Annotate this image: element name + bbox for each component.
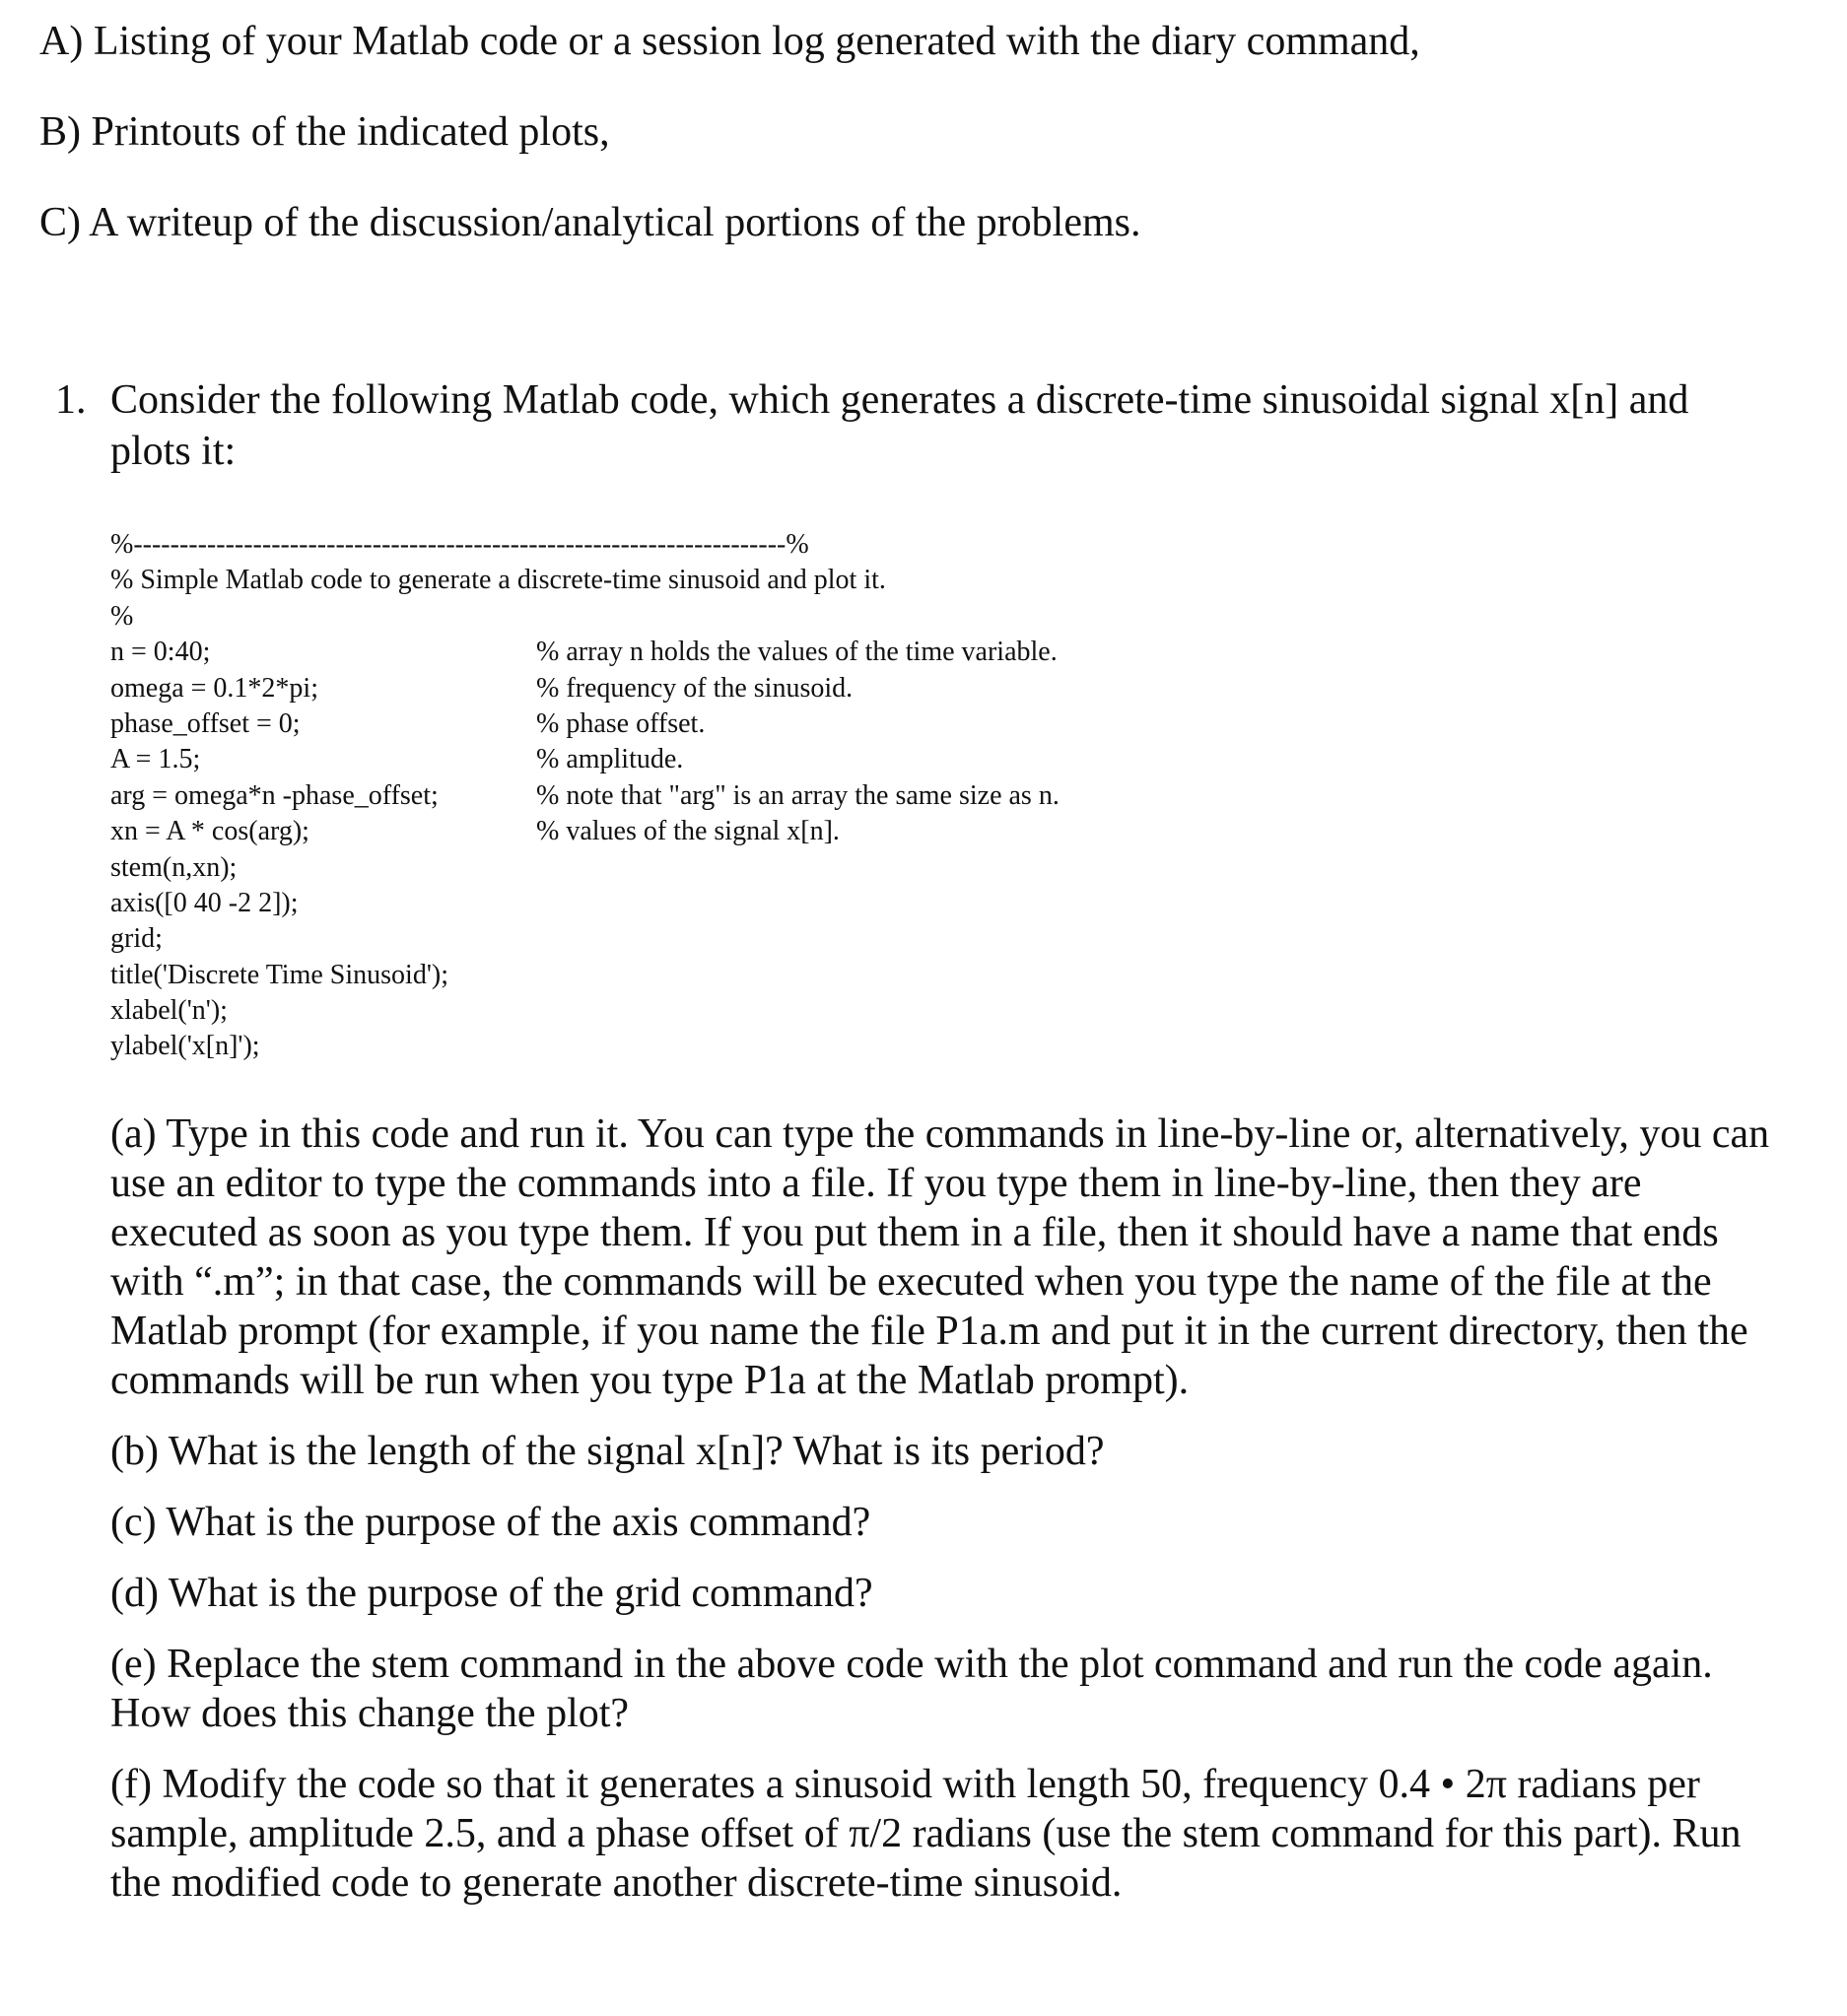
- code-line: [110, 850, 1195, 886]
- code-line: [110, 1029, 1195, 1064]
- part-e: (e) Replace the stem command in the above code with the plot command and run the code again. How does this change the plot?: [110, 1642, 1713, 1736]
- code-header-end: %: [110, 600, 134, 632]
- code-line: [110, 958, 1195, 993]
- code-comment: % phase offset.: [536, 707, 706, 739]
- code-statement: grid;: [110, 923, 163, 955]
- problem-intro-line2: plots it:: [110, 429, 237, 474]
- code-statement: n = 0:40;: [110, 637, 211, 668]
- code-listing: [110, 527, 1195, 1065]
- requirement-c: C) A writeup of the discussion/analytical portions of the problems.: [39, 200, 1141, 245]
- code-comment: % frequency of the sinusoid.: [536, 672, 854, 704]
- code-line: [110, 886, 1195, 921]
- code-line: [110, 921, 1195, 957]
- code-header-rule: %-----------------------------------------------------------------------%: [110, 529, 809, 560]
- part-a: (a) Type in this code and run it. You can type the commands in line-by-line or, alternatively, you can use an editor to type the commands into a file. If you type them in line-by-line, then they are executed as soon as you type them. If you put them in a file, then it should have a name that ends with “.m”; in that case, the commands will be executed when you type the name of the file at the Matlab prompt (for example, if you name the file P1a.m and put it in the current directory, then the commands will be run when you type P1a at the Matlab prompt).: [110, 1111, 1770, 1403]
- code-comment: % amplitude.: [536, 744, 684, 775]
- code-comment: % array n holds the values of the time variable.: [536, 637, 1058, 668]
- problem-parts: [110, 1109, 1786, 1929]
- code-statement: axis([0 40 -2 2]);: [110, 887, 299, 918]
- part-c: (c) What is the purpose of the axis command?: [110, 1500, 871, 1545]
- problem-number: 1.: [55, 377, 87, 423]
- code-statement: arg = omega*n -phase_offset;: [110, 779, 439, 811]
- part-b: (b) What is the length of the signal x[n]? What is its period?: [110, 1429, 1105, 1474]
- code-line: [110, 635, 1195, 670]
- code-line: [110, 814, 1195, 849]
- code-statement: xlabel('n');: [110, 995, 228, 1027]
- requirement-b: B) Printouts of the indicated plots,: [39, 109, 610, 155]
- code-line: [110, 742, 1195, 777]
- code-line: [110, 778, 1195, 814]
- requirement-a: A) Listing of your Matlab code or a session log generated with the diary command,: [39, 19, 1420, 64]
- code-comment: % note that "arg" is an array the same size as n.: [536, 779, 1060, 811]
- code-statement: xn = A * cos(arg);: [110, 816, 309, 847]
- code-statement: A = 1.5;: [110, 744, 201, 775]
- code-line: [110, 706, 1195, 742]
- code-line: [110, 671, 1195, 706]
- code-statement: title('Discrete Time Sinusoid');: [110, 959, 448, 990]
- code-statement: stem(n,xn);: [110, 851, 238, 883]
- code-statement: phase_offset = 0;: [110, 707, 301, 739]
- code-statement: ylabel('x[n]');: [110, 1031, 260, 1062]
- code-statement: omega = 0.1*2*pi;: [110, 672, 318, 704]
- code-comment: % values of the signal x[n].: [536, 816, 840, 847]
- problem-intro-line1: Consider the following Matlab code, which generates a discrete-time sinusoidal signal x[n] and: [110, 377, 1689, 423]
- part-d: (d) What is the purpose of the grid command?: [110, 1571, 873, 1616]
- code-header-comment: % Simple Matlab code to generate a discrete-time sinusoid and plot it.: [110, 565, 886, 596]
- part-f: (f) Modify the code so that it generates a sinusoid with length 50, frequency 0.4 • 2π radians per sample, amplitude 2.5, and a phase offset of π/2 radians (use the stem command for this part). Run the modified code to generate another discrete-time sinusoid.: [110, 1762, 1742, 1906]
- code-line: [110, 993, 1195, 1029]
- problem-1-intro: [55, 374, 1750, 477]
